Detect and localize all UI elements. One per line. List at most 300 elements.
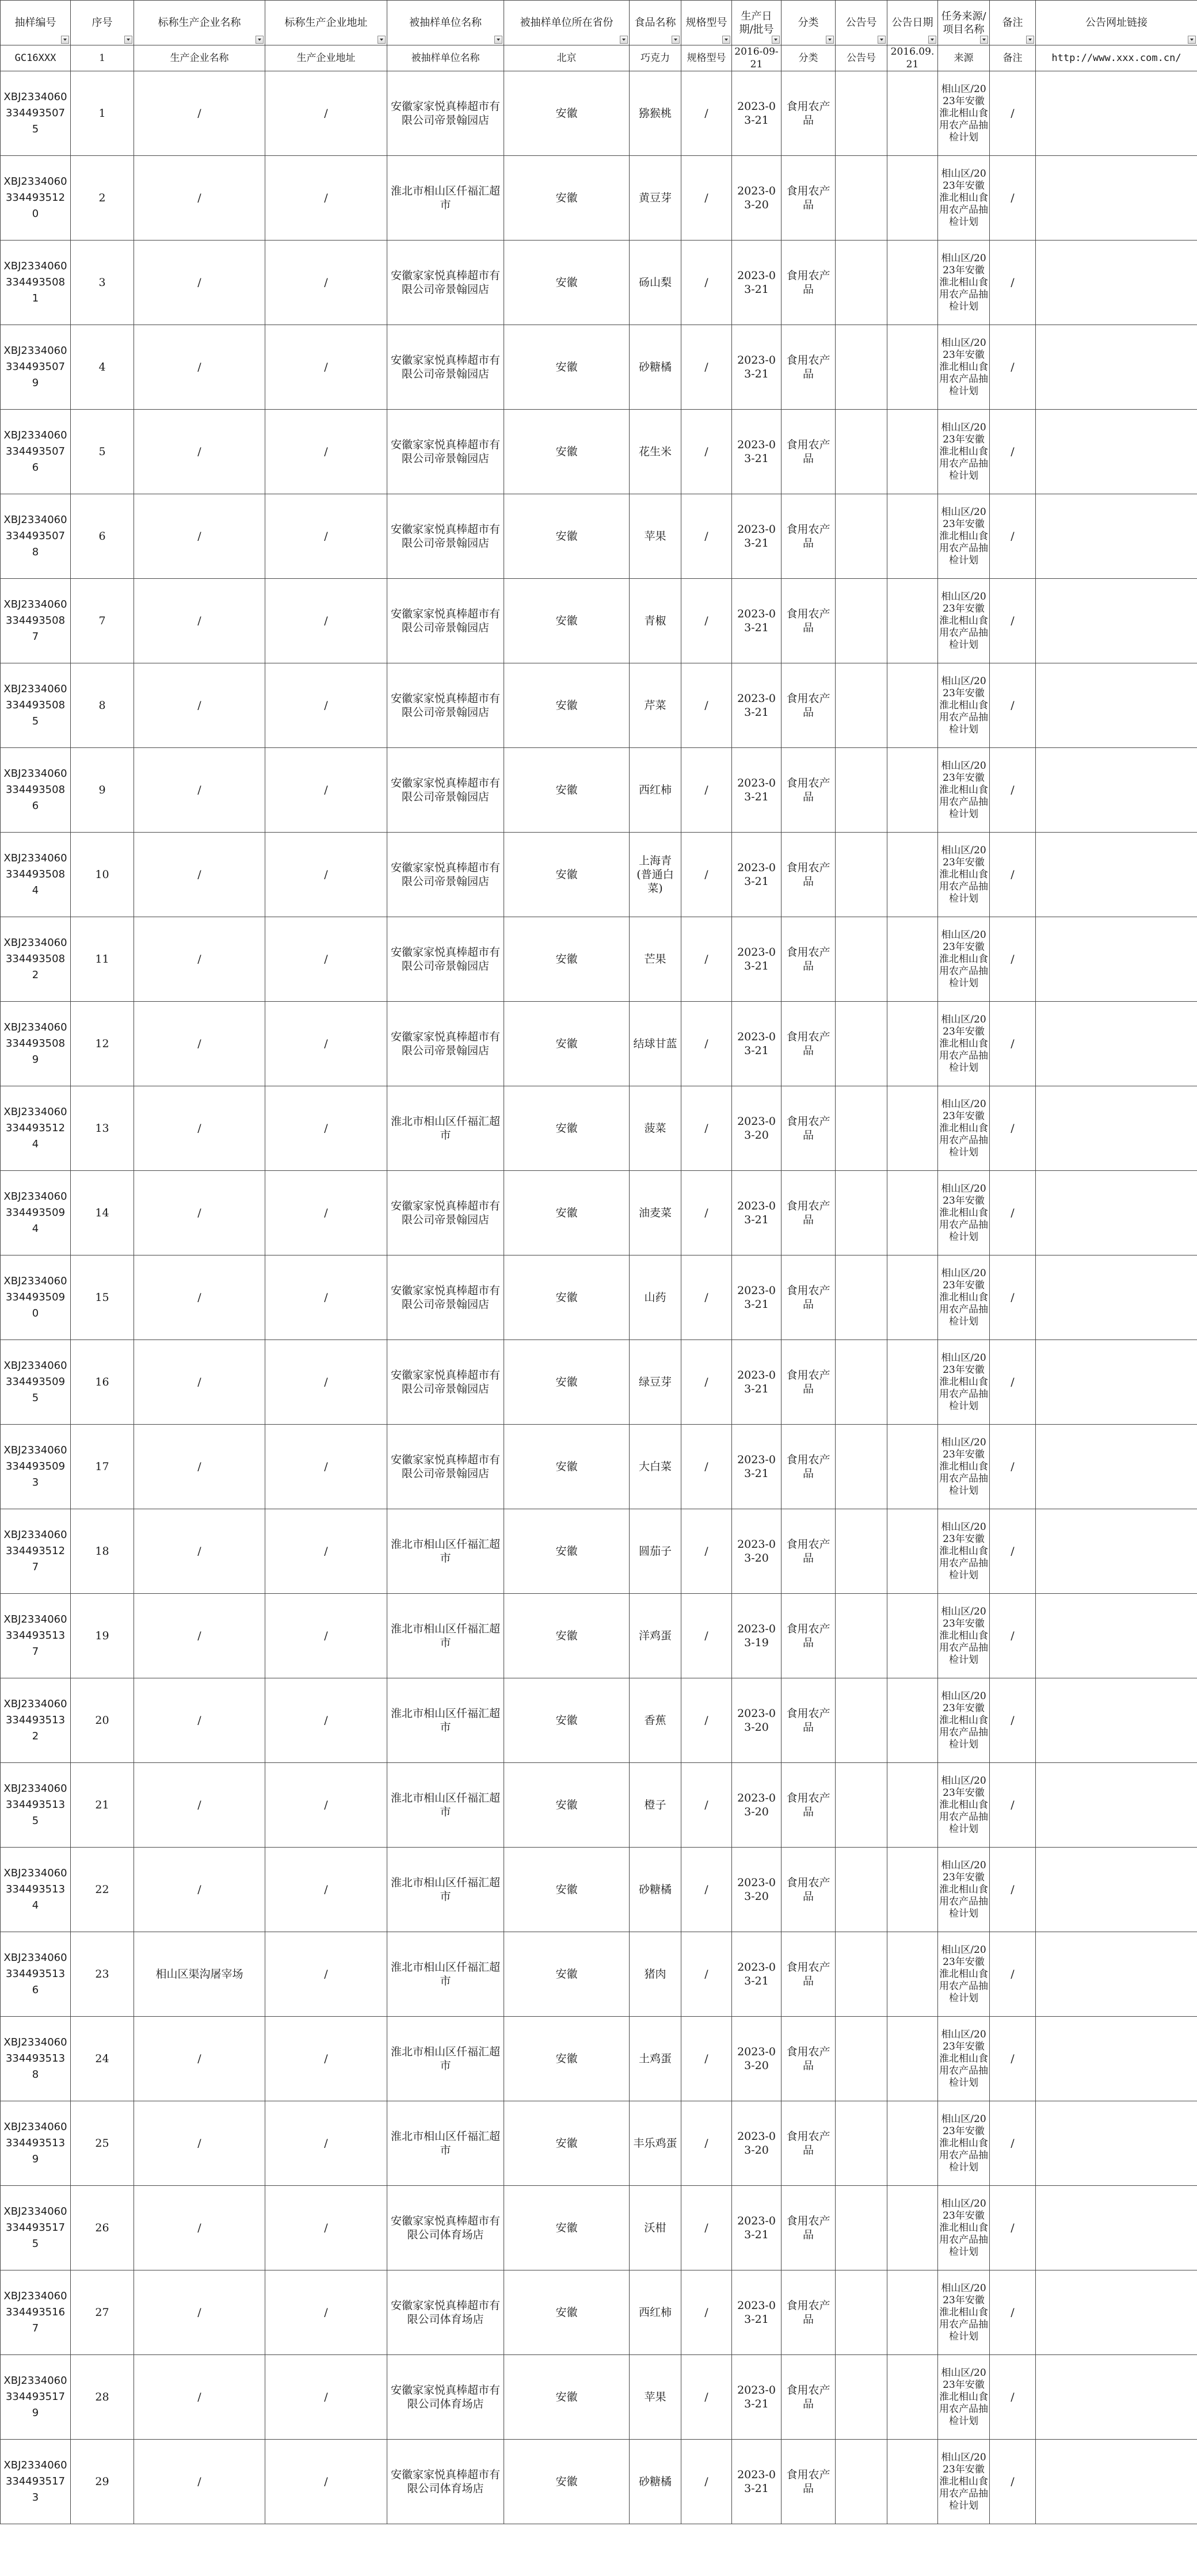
seq-cell[interactable]: 26 <box>71 2186 134 2270</box>
food-name-cell[interactable]: 菠菜 <box>630 1086 681 1171</box>
spec-cell[interactable]: / <box>681 2440 732 2524</box>
template-spec-cell[interactable]: 规格型号 <box>681 45 732 71</box>
template-remark-cell[interactable]: 备注 <box>990 45 1036 71</box>
category-cell[interactable]: 食用农产品 <box>782 410 836 494</box>
remark-cell[interactable]: / <box>990 663 1036 748</box>
notice-no-cell[interactable] <box>836 2440 887 2524</box>
notice-no-cell[interactable] <box>836 833 887 917</box>
spec-cell[interactable]: / <box>681 579 732 663</box>
seq-cell[interactable]: 19 <box>71 1594 134 1678</box>
remark-cell[interactable]: / <box>990 1002 1036 1086</box>
filter-dropdown-icon[interactable] <box>1188 36 1196 44</box>
spec-cell[interactable]: / <box>681 71 732 156</box>
template-notice-url-cell[interactable]: http://www.xxx.com.cn/ <box>1036 45 1197 71</box>
seq-cell[interactable]: 8 <box>71 663 134 748</box>
notice-url-cell[interactable] <box>1036 1678 1197 1763</box>
sampled-unit-cell[interactable]: 淮北市相山区仟福汇超市 <box>387 1509 504 1594</box>
production-date-cell[interactable]: 2023-03-20 <box>732 2017 782 2101</box>
production-date-cell[interactable]: 2023-03-21 <box>732 579 782 663</box>
notice-date-cell[interactable] <box>887 156 938 241</box>
seq-cell[interactable]: 12 <box>71 1002 134 1086</box>
seq-cell[interactable]: 7 <box>71 579 134 663</box>
notice-url-cell[interactable] <box>1036 156 1197 241</box>
seq-cell[interactable]: 6 <box>71 494 134 579</box>
header-sampled-unit[interactable] <box>387 1 504 45</box>
seq-cell[interactable]: 22 <box>71 1848 134 1932</box>
food-name-cell[interactable]: 西红柿 <box>630 748 681 833</box>
food-name-cell[interactable]: 砀山梨 <box>630 241 681 325</box>
template-sampled-unit-cell[interactable]: 被抽样单位名称 <box>387 45 504 71</box>
food-name-cell[interactable]: 油麦菜 <box>630 1171 681 1255</box>
notice-url-cell[interactable] <box>1036 579 1197 663</box>
production-date-cell[interactable]: 2023-03-21 <box>732 2186 782 2270</box>
spec-cell[interactable]: / <box>681 917 732 1002</box>
task-source-cell[interactable]: 相山区/2023年安徽淮北相山食用农产品抽检计划 <box>938 156 990 241</box>
remark-cell[interactable]: / <box>990 1763 1036 1848</box>
notice-url-cell[interactable] <box>1036 241 1197 325</box>
notice-no-cell[interactable] <box>836 917 887 1002</box>
manufacturer-address-cell[interactable]: / <box>265 1171 387 1255</box>
notice-url-cell[interactable] <box>1036 2270 1197 2355</box>
category-cell[interactable]: 食用农产品 <box>782 2355 836 2440</box>
manufacturer-cell[interactable]: / <box>134 410 265 494</box>
remark-cell[interactable]: / <box>990 2440 1036 2524</box>
notice-date-cell[interactable] <box>887 579 938 663</box>
sample-code-cell[interactable]: XBJ23340603344935138 <box>1 2017 71 2101</box>
manufacturer-address-cell[interactable]: / <box>265 1255 387 1340</box>
sample-code-cell[interactable]: XBJ23340603344935094 <box>1 1171 71 1255</box>
remark-cell[interactable]: / <box>990 1932 1036 2017</box>
remark-cell[interactable]: / <box>990 2101 1036 2186</box>
spec-cell[interactable]: / <box>681 748 732 833</box>
task-source-cell[interactable]: 相山区/2023年安徽淮北相山食用农产品抽检计划 <box>938 2101 990 2186</box>
food-name-cell[interactable]: 黄豆芽 <box>630 156 681 241</box>
remark-cell[interactable]: / <box>990 1171 1036 1255</box>
notice-date-cell[interactable] <box>887 833 938 917</box>
spec-cell[interactable]: / <box>681 1848 732 1932</box>
food-name-cell[interactable]: 猪肉 <box>630 1932 681 2017</box>
province-cell[interactable]: 安徽 <box>504 325 630 410</box>
manufacturer-cell[interactable]: / <box>134 748 265 833</box>
sampled-unit-cell[interactable]: 安徽家家悦真棒超市有限公司帝景翰园店 <box>387 663 504 748</box>
food-name-cell[interactable]: 大白菜 <box>630 1425 681 1509</box>
sample-code-cell[interactable]: XBJ23340603344935085 <box>1 663 71 748</box>
sampled-unit-cell[interactable]: 安徽家家悦真棒超市有限公司帝景翰园店 <box>387 1002 504 1086</box>
food-name-cell[interactable]: 芒果 <box>630 917 681 1002</box>
notice-url-cell[interactable] <box>1036 2101 1197 2186</box>
sampled-unit-cell[interactable]: 淮北市相山区仟福汇超市 <box>387 1848 504 1932</box>
header-sample-code[interactable] <box>1 1 71 45</box>
category-cell[interactable]: 食用农产品 <box>782 1509 836 1594</box>
sampled-unit-cell[interactable]: 淮北市相山区仟福汇超市 <box>387 2017 504 2101</box>
category-cell[interactable]: 食用农产品 <box>782 1848 836 1932</box>
food-name-cell[interactable]: 西红柿 <box>630 2270 681 2355</box>
province-cell[interactable]: 安徽 <box>504 2186 630 2270</box>
header-notice-date[interactable] <box>887 1 938 45</box>
task-source-cell[interactable]: 相山区/2023年安徽淮北相山食用农产品抽检计划 <box>938 917 990 1002</box>
notice-url-cell[interactable] <box>1036 1509 1197 1594</box>
manufacturer-address-cell[interactable]: / <box>265 2017 387 2101</box>
remark-cell[interactable]: / <box>990 1425 1036 1509</box>
notice-date-cell[interactable] <box>887 1086 938 1171</box>
remark-cell[interactable]: / <box>990 325 1036 410</box>
manufacturer-address-cell[interactable]: / <box>265 1678 387 1763</box>
notice-no-cell[interactable] <box>836 1086 887 1171</box>
sample-code-cell[interactable]: XBJ23340603344935075 <box>1 71 71 156</box>
spec-cell[interactable]: / <box>681 1763 732 1848</box>
sampled-unit-cell[interactable]: 安徽家家悦真棒超市有限公司帝景翰园店 <box>387 579 504 663</box>
manufacturer-cell[interactable]: / <box>134 1086 265 1171</box>
notice-url-cell[interactable] <box>1036 663 1197 748</box>
notice-no-cell[interactable] <box>836 1678 887 1763</box>
filter-dropdown-icon[interactable] <box>772 36 780 44</box>
category-cell[interactable]: 食用农产品 <box>782 2017 836 2101</box>
task-source-cell[interactable]: 相山区/2023年安徽淮北相山食用农产品抽检计划 <box>938 748 990 833</box>
manufacturer-cell[interactable]: / <box>134 1171 265 1255</box>
province-cell[interactable]: 安徽 <box>504 1594 630 1678</box>
notice-date-cell[interactable] <box>887 2017 938 2101</box>
spec-cell[interactable]: / <box>681 2270 732 2355</box>
manufacturer-cell[interactable]: 相山区渠沟屠宰场 <box>134 1932 265 2017</box>
province-cell[interactable]: 安徽 <box>504 833 630 917</box>
notice-date-cell[interactable] <box>887 1509 938 1594</box>
province-cell[interactable]: 安徽 <box>504 71 630 156</box>
sampled-unit-cell[interactable]: 淮北市相山区仟福汇超市 <box>387 156 504 241</box>
notice-url-cell[interactable] <box>1036 71 1197 156</box>
production-date-cell[interactable]: 2023-03-21 <box>732 410 782 494</box>
notice-no-cell[interactable] <box>836 2101 887 2186</box>
spec-cell[interactable]: / <box>681 1002 732 1086</box>
template-province-cell[interactable]: 北京 <box>504 45 630 71</box>
manufacturer-cell[interactable]: / <box>134 1678 265 1763</box>
notice-date-cell[interactable] <box>887 1763 938 1848</box>
filter-dropdown-icon[interactable] <box>980 36 988 44</box>
remark-cell[interactable]: / <box>990 71 1036 156</box>
header-notice-url[interactable] <box>1036 1 1197 45</box>
category-cell[interactable]: 食用农产品 <box>782 1678 836 1763</box>
seq-cell[interactable]: 20 <box>71 1678 134 1763</box>
production-date-cell[interactable]: 2023-03-20 <box>732 2101 782 2186</box>
manufacturer-cell[interactable]: / <box>134 2101 265 2186</box>
sample-code-cell[interactable]: XBJ23340603344935132 <box>1 1678 71 1763</box>
remark-cell[interactable]: / <box>990 410 1036 494</box>
spec-cell[interactable]: / <box>681 833 732 917</box>
spec-cell[interactable]: / <box>681 1594 732 1678</box>
production-date-cell[interactable]: 2023-03-20 <box>732 156 782 241</box>
food-name-cell[interactable]: 沃柑 <box>630 2186 681 2270</box>
header-task-source[interactable] <box>938 1 990 45</box>
manufacturer-cell[interactable]: / <box>134 1002 265 1086</box>
manufacturer-cell[interactable]: / <box>134 917 265 1002</box>
remark-cell[interactable]: / <box>990 2355 1036 2440</box>
food-name-cell[interactable]: 橙子 <box>630 1763 681 1848</box>
food-name-cell[interactable]: 砂糖橘 <box>630 1848 681 1932</box>
manufacturer-address-cell[interactable]: / <box>265 2355 387 2440</box>
manufacturer-address-cell[interactable]: / <box>265 2270 387 2355</box>
province-cell[interactable]: 安徽 <box>504 2017 630 2101</box>
sampled-unit-cell[interactable]: 安徽家家悦真棒超市有限公司帝景翰园店 <box>387 1425 504 1509</box>
manufacturer-cell[interactable]: / <box>134 1340 265 1425</box>
province-cell[interactable]: 安徽 <box>504 156 630 241</box>
production-date-cell[interactable]: 2023-03-21 <box>732 494 782 579</box>
sample-code-cell[interactable]: XBJ23340603344935082 <box>1 917 71 1002</box>
notice-date-cell[interactable] <box>887 1425 938 1509</box>
notice-no-cell[interactable] <box>836 663 887 748</box>
remark-cell[interactable]: / <box>990 1594 1036 1678</box>
remark-cell[interactable]: / <box>990 241 1036 325</box>
task-source-cell[interactable]: 相山区/2023年安徽淮北相山食用农产品抽检计划 <box>938 325 990 410</box>
sampled-unit-cell[interactable]: 淮北市相山区仟福汇超市 <box>387 1594 504 1678</box>
production-date-cell[interactable]: 2023-03-21 <box>732 1932 782 2017</box>
spec-cell[interactable]: / <box>681 2101 732 2186</box>
task-source-cell[interactable]: 相山区/2023年安徽淮北相山食用农产品抽检计划 <box>938 1002 990 1086</box>
sampled-unit-cell[interactable]: 安徽家家悦真棒超市有限公司帝景翰园店 <box>387 748 504 833</box>
notice-url-cell[interactable] <box>1036 917 1197 1002</box>
manufacturer-address-cell[interactable]: / <box>265 663 387 748</box>
remark-cell[interactable]: / <box>990 1340 1036 1425</box>
category-cell[interactable]: 食用农产品 <box>782 494 836 579</box>
sample-code-cell[interactable]: XBJ23340603344935139 <box>1 2101 71 2186</box>
remark-cell[interactable]: / <box>990 494 1036 579</box>
template-food-name-cell[interactable]: 巧克力 <box>630 45 681 71</box>
notice-url-cell[interactable] <box>1036 2440 1197 2524</box>
manufacturer-address-cell[interactable]: / <box>265 156 387 241</box>
province-cell[interactable]: 安徽 <box>504 1763 630 1848</box>
category-cell[interactable]: 食用农产品 <box>782 1340 836 1425</box>
manufacturer-address-cell[interactable]: / <box>265 325 387 410</box>
production-date-cell[interactable]: 2023-03-21 <box>732 325 782 410</box>
manufacturer-cell[interactable]: / <box>134 156 265 241</box>
spec-cell[interactable]: / <box>681 1932 732 2017</box>
remark-cell[interactable]: / <box>990 833 1036 917</box>
sampled-unit-cell[interactable]: 淮北市相山区仟福汇超市 <box>387 1932 504 2017</box>
seq-cell[interactable]: 9 <box>71 748 134 833</box>
notice-url-cell[interactable] <box>1036 1002 1197 1086</box>
food-name-cell[interactable]: 结球甘蓝 <box>630 1002 681 1086</box>
filter-dropdown-icon[interactable] <box>620 36 628 44</box>
spec-cell[interactable]: / <box>681 1340 732 1425</box>
remark-cell[interactable]: / <box>990 2186 1036 2270</box>
notice-no-cell[interactable] <box>836 494 887 579</box>
production-date-cell[interactable]: 2023-03-20 <box>732 1678 782 1763</box>
task-source-cell[interactable]: 相山区/2023年安徽淮北相山食用农产品抽检计划 <box>938 1509 990 1594</box>
sampled-unit-cell[interactable]: 安徽家家悦真棒超市有限公司帝景翰园店 <box>387 410 504 494</box>
notice-url-cell[interactable] <box>1036 494 1197 579</box>
manufacturer-cell[interactable]: / <box>134 241 265 325</box>
spec-cell[interactable]: / <box>681 1678 732 1763</box>
manufacturer-cell[interactable]: / <box>134 2270 265 2355</box>
spec-cell[interactable]: / <box>681 241 732 325</box>
manufacturer-cell[interactable]: / <box>134 2186 265 2270</box>
sample-code-cell[interactable]: XBJ23340603344935135 <box>1 1763 71 1848</box>
province-cell[interactable]: 安徽 <box>504 2440 630 2524</box>
sample-code-cell[interactable]: XBJ23340603344935081 <box>1 241 71 325</box>
manufacturer-address-cell[interactable]: / <box>265 494 387 579</box>
template-seq-cell[interactable]: 1 <box>71 45 134 71</box>
notice-url-cell[interactable] <box>1036 1932 1197 2017</box>
notice-date-cell[interactable] <box>887 71 938 156</box>
template-category-cell[interactable]: 分类 <box>782 45 836 71</box>
sampled-unit-cell[interactable]: 安徽家家悦真棒超市有限公司帝景翰园店 <box>387 833 504 917</box>
manufacturer-cell[interactable]: / <box>134 1509 265 1594</box>
filter-dropdown-icon[interactable] <box>494 36 502 44</box>
notice-url-cell[interactable] <box>1036 1594 1197 1678</box>
food-name-cell[interactable]: 花生米 <box>630 410 681 494</box>
sample-code-cell[interactable]: XBJ23340603344935089 <box>1 1002 71 1086</box>
notice-url-cell[interactable] <box>1036 2017 1197 2101</box>
sample-code-cell[interactable]: XBJ23340603344935175 <box>1 2186 71 2270</box>
sampled-unit-cell[interactable]: 安徽家家悦真棒超市有限公司帝景翰园店 <box>387 325 504 410</box>
seq-cell[interactable]: 4 <box>71 325 134 410</box>
notice-no-cell[interactable] <box>836 156 887 241</box>
notice-no-cell[interactable] <box>836 748 887 833</box>
notice-url-cell[interactable] <box>1036 410 1197 494</box>
manufacturer-cell[interactable]: / <box>134 1848 265 1932</box>
manufacturer-address-cell[interactable]: / <box>265 2186 387 2270</box>
notice-date-cell[interactable] <box>887 1255 938 1340</box>
seq-cell[interactable]: 28 <box>71 2355 134 2440</box>
header-category[interactable] <box>782 1 836 45</box>
sampled-unit-cell[interactable]: 淮北市相山区仟福汇超市 <box>387 1678 504 1763</box>
notice-url-cell[interactable] <box>1036 1848 1197 1932</box>
sample-code-cell[interactable]: XBJ23340603344935086 <box>1 748 71 833</box>
manufacturer-address-cell[interactable]: / <box>265 1340 387 1425</box>
seq-cell[interactable]: 2 <box>71 156 134 241</box>
spec-cell[interactable]: / <box>681 410 732 494</box>
notice-url-cell[interactable] <box>1036 1255 1197 1340</box>
sample-code-cell[interactable]: XBJ23340603344935095 <box>1 1340 71 1425</box>
province-cell[interactable]: 安徽 <box>504 1932 630 2017</box>
spec-cell[interactable]: / <box>681 1509 732 1594</box>
seq-cell[interactable]: 25 <box>71 2101 134 2186</box>
seq-cell[interactable]: 3 <box>71 241 134 325</box>
notice-no-cell[interactable] <box>836 1171 887 1255</box>
seq-cell[interactable]: 23 <box>71 1932 134 2017</box>
notice-url-cell[interactable] <box>1036 748 1197 833</box>
manufacturer-cell[interactable]: / <box>134 325 265 410</box>
sampled-unit-cell[interactable]: 安徽家家悦真棒超市有限公司帝景翰园店 <box>387 1255 504 1340</box>
notice-url-cell[interactable] <box>1036 1171 1197 1255</box>
seq-cell[interactable]: 27 <box>71 2270 134 2355</box>
manufacturer-cell[interactable]: / <box>134 833 265 917</box>
category-cell[interactable]: 食用农产品 <box>782 1086 836 1171</box>
production-date-cell[interactable]: 2023-03-19 <box>732 1594 782 1678</box>
seq-cell[interactable]: 24 <box>71 2017 134 2101</box>
header-notice-no[interactable] <box>836 1 887 45</box>
province-cell[interactable]: 安徽 <box>504 2101 630 2186</box>
header-food-name[interactable] <box>630 1 681 45</box>
manufacturer-address-cell[interactable]: / <box>265 1425 387 1509</box>
sampled-unit-cell[interactable]: 安徽家家悦真棒超市有限公司体育场店 <box>387 2355 504 2440</box>
spec-cell[interactable]: / <box>681 1255 732 1340</box>
notice-date-cell[interactable] <box>887 1594 938 1678</box>
notice-no-cell[interactable] <box>836 2355 887 2440</box>
filter-dropdown-icon[interactable] <box>1026 36 1034 44</box>
task-source-cell[interactable]: 相山区/2023年安徽淮北相山食用农产品抽检计划 <box>938 1594 990 1678</box>
sample-code-cell[interactable]: XBJ23340603344935087 <box>1 579 71 663</box>
category-cell[interactable]: 食用农产品 <box>782 1425 836 1509</box>
manufacturer-cell[interactable]: / <box>134 579 265 663</box>
task-source-cell[interactable]: 相山区/2023年安徽淮北相山食用农产品抽检计划 <box>938 1678 990 1763</box>
manufacturer-address-cell[interactable]: / <box>265 2101 387 2186</box>
task-source-cell[interactable]: 相山区/2023年安徽淮北相山食用农产品抽检计划 <box>938 410 990 494</box>
spec-cell[interactable]: / <box>681 2355 732 2440</box>
seq-cell[interactable]: 13 <box>71 1086 134 1171</box>
food-name-cell[interactable]: 上海青(普通白菜) <box>630 833 681 917</box>
province-cell[interactable]: 安徽 <box>504 1848 630 1932</box>
manufacturer-address-cell[interactable]: / <box>265 1594 387 1678</box>
sampled-unit-cell[interactable]: 安徽家家悦真棒超市有限公司帝景翰园店 <box>387 1171 504 1255</box>
production-date-cell[interactable]: 2023-03-20 <box>732 1086 782 1171</box>
task-source-cell[interactable]: 相山区/2023年安徽淮北相山食用农产品抽检计划 <box>938 2017 990 2101</box>
sample-code-cell[interactable]: XBJ23340603344935076 <box>1 410 71 494</box>
notice-url-cell[interactable] <box>1036 2355 1197 2440</box>
notice-date-cell[interactable] <box>887 917 938 1002</box>
task-source-cell[interactable]: 相山区/2023年安徽淮北相山食用农产品抽检计划 <box>938 833 990 917</box>
food-name-cell[interactable]: 砂糖橘 <box>630 325 681 410</box>
province-cell[interactable]: 安徽 <box>504 1255 630 1340</box>
seq-cell[interactable]: 1 <box>71 71 134 156</box>
sampled-unit-cell[interactable]: 淮北市相山区仟福汇超市 <box>387 1086 504 1171</box>
sample-code-cell[interactable]: XBJ23340603344935090 <box>1 1255 71 1340</box>
remark-cell[interactable]: / <box>990 1509 1036 1594</box>
seq-cell[interactable]: 16 <box>71 1340 134 1425</box>
food-name-cell[interactable]: 香蕉 <box>630 1678 681 1763</box>
remark-cell[interactable]: / <box>990 2017 1036 2101</box>
notice-no-cell[interactable] <box>836 1425 887 1509</box>
sampled-unit-cell[interactable]: 安徽家家悦真棒超市有限公司帝景翰园店 <box>387 71 504 156</box>
sample-code-cell[interactable]: XBJ23340603344935120 <box>1 156 71 241</box>
template-notice-date-cell[interactable]: 2016.09.21 <box>887 45 938 71</box>
category-cell[interactable]: 食用农产品 <box>782 156 836 241</box>
task-source-cell[interactable]: 相山区/2023年安徽淮北相山食用农产品抽检计划 <box>938 1848 990 1932</box>
province-cell[interactable]: 安徽 <box>504 241 630 325</box>
notice-date-cell[interactable] <box>887 1171 938 1255</box>
production-date-cell[interactable]: 2023-03-21 <box>732 1255 782 1340</box>
seq-cell[interactable]: 21 <box>71 1763 134 1848</box>
sampled-unit-cell[interactable]: 安徽家家悦真棒超市有限公司帝景翰园店 <box>387 494 504 579</box>
province-cell[interactable]: 安徽 <box>504 1171 630 1255</box>
manufacturer-address-cell[interactable]: / <box>265 1086 387 1171</box>
sampled-unit-cell[interactable]: 淮北市相山区仟福汇超市 <box>387 1763 504 1848</box>
category-cell[interactable]: 食用农产品 <box>782 663 836 748</box>
manufacturer-cell[interactable]: / <box>134 71 265 156</box>
production-date-cell[interactable]: 2023-03-21 <box>732 241 782 325</box>
province-cell[interactable]: 安徽 <box>504 2355 630 2440</box>
task-source-cell[interactable]: 相山区/2023年安徽淮北相山食用农产品抽检计划 <box>938 663 990 748</box>
notice-date-cell[interactable] <box>887 1932 938 2017</box>
notice-no-cell[interactable] <box>836 579 887 663</box>
remark-cell[interactable]: / <box>990 156 1036 241</box>
seq-cell[interactable]: 17 <box>71 1425 134 1509</box>
notice-url-cell[interactable] <box>1036 833 1197 917</box>
category-cell[interactable]: 食用农产品 <box>782 1932 836 2017</box>
manufacturer-address-cell[interactable]: / <box>265 748 387 833</box>
header-manufacturer-address[interactable] <box>265 1 387 45</box>
header-spec[interactable] <box>681 1 732 45</box>
template-notice-no-cell[interactable]: 公告号 <box>836 45 887 71</box>
manufacturer-address-cell[interactable]: / <box>265 1763 387 1848</box>
manufacturer-cell[interactable]: / <box>134 2440 265 2524</box>
header-seq[interactable] <box>71 1 134 45</box>
notice-date-cell[interactable] <box>887 1340 938 1425</box>
notice-date-cell[interactable] <box>887 2186 938 2270</box>
category-cell[interactable]: 食用农产品 <box>782 1171 836 1255</box>
production-date-cell[interactable]: 2023-03-21 <box>732 1002 782 1086</box>
task-source-cell[interactable]: 相山区/2023年安徽淮北相山食用农产品抽检计划 <box>938 2270 990 2355</box>
spec-cell[interactable]: / <box>681 1171 732 1255</box>
manufacturer-cell[interactable]: / <box>134 1594 265 1678</box>
